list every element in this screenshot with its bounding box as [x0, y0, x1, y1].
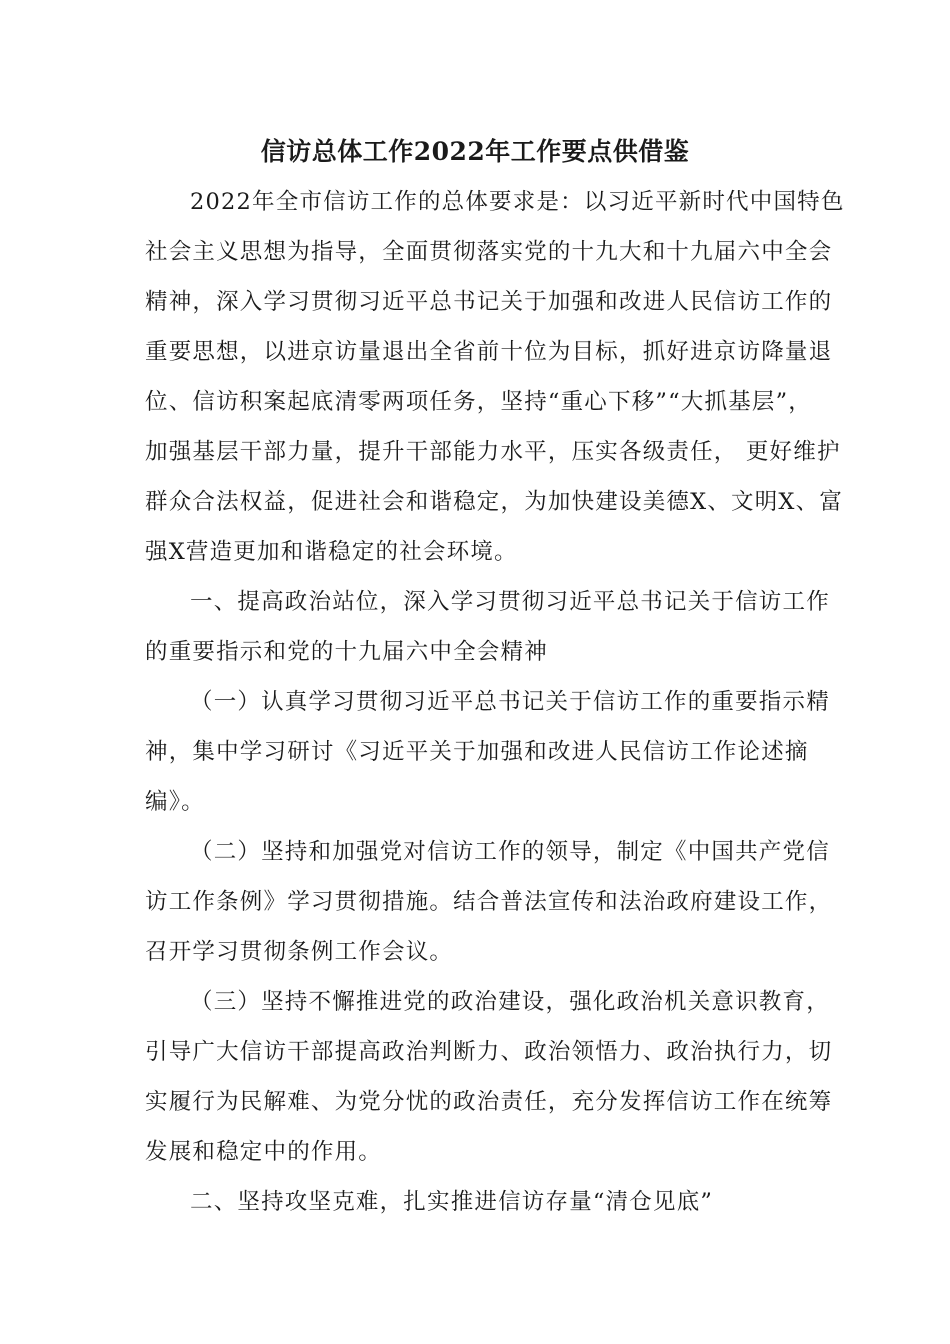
- document-body: [145, 177, 845, 1227]
- document-title: 信访总体工作2022年工作要点供借鉴: [260, 137, 690, 166]
- paragraph-general-requirements: [145, 177, 845, 577]
- text-line: 重要思想，以进京访量退出全省前十位为目标，抓好进京访降量退: [145, 339, 833, 365]
- text-line: 二、坚持攻坚克难，扎实推进信访存量“清仓见底”: [190, 1189, 714, 1215]
- text-line: 召开学习贯彻条例工作会议。: [145, 939, 454, 965]
- text-line: 2022年全市信访工作的总体要求是：以习近平新时代中国特色: [190, 189, 845, 215]
- text-line: 的重要指示和党的十九届六中全会精神: [145, 639, 548, 665]
- paragraph-item-1: [145, 677, 830, 827]
- section-heading-1: [145, 577, 830, 677]
- paragraph-item-2: [145, 827, 833, 977]
- text-line: （三）坚持不懈推进党的政治建设，强化政治机关意识教育，: [190, 989, 830, 1015]
- text-line: 引导广大信访干部提高政治判断力、政治领悟力、政治执行力，切: [145, 1039, 833, 1065]
- text-line: 位、信访积案起底清零两项任务，坚持“重心下移”“大抓基层”，: [145, 389, 813, 415]
- text-line: 精神，深入学习贯彻习近平总书记关于加强和改进人民信访工作的: [145, 289, 833, 315]
- text-line: 一、提高政治站位，深入学习贯彻习近平总书记关于信访工作: [190, 589, 830, 615]
- text-line: 群众合法权益，促进社会和谐稳定，为加快建设美德X、文明X、富: [145, 489, 844, 515]
- text-line: 访工作条例》学习贯彻措施。结合普法宣传和法治政府建设工作，: [145, 889, 833, 915]
- text-line: 社会主义思想为指导，全面贯彻落实党的十九大和十九届六中全会: [145, 239, 833, 265]
- paragraph-item-3: [145, 977, 833, 1177]
- text-line: 发展和稳定中的作用。: [145, 1139, 383, 1165]
- text-line: （一）认真学习贯彻习近平总书记关于信访工作的重要指示精: [190, 689, 830, 715]
- text-line: 编》。: [145, 789, 205, 815]
- section-heading-2: [145, 1177, 807, 1227]
- text-line: 强X营造更加和谐稳定的社会环境。: [145, 539, 518, 565]
- text-line: 实履行为民解难、为党分忧的政治责任，充分发挥信访工作在统筹: [145, 1089, 833, 1115]
- text-line: 加强基层干部力量，提升干部能力水平，压实各级责任， 更好维护: [145, 439, 841, 465]
- text-line: 神，集中学习研讨《习近平关于加强和改进人民信访工作论述摘: [145, 739, 809, 765]
- text-line: （二）坚持和加强党对信访工作的领导，制定《中国共产党信: [190, 839, 830, 865]
